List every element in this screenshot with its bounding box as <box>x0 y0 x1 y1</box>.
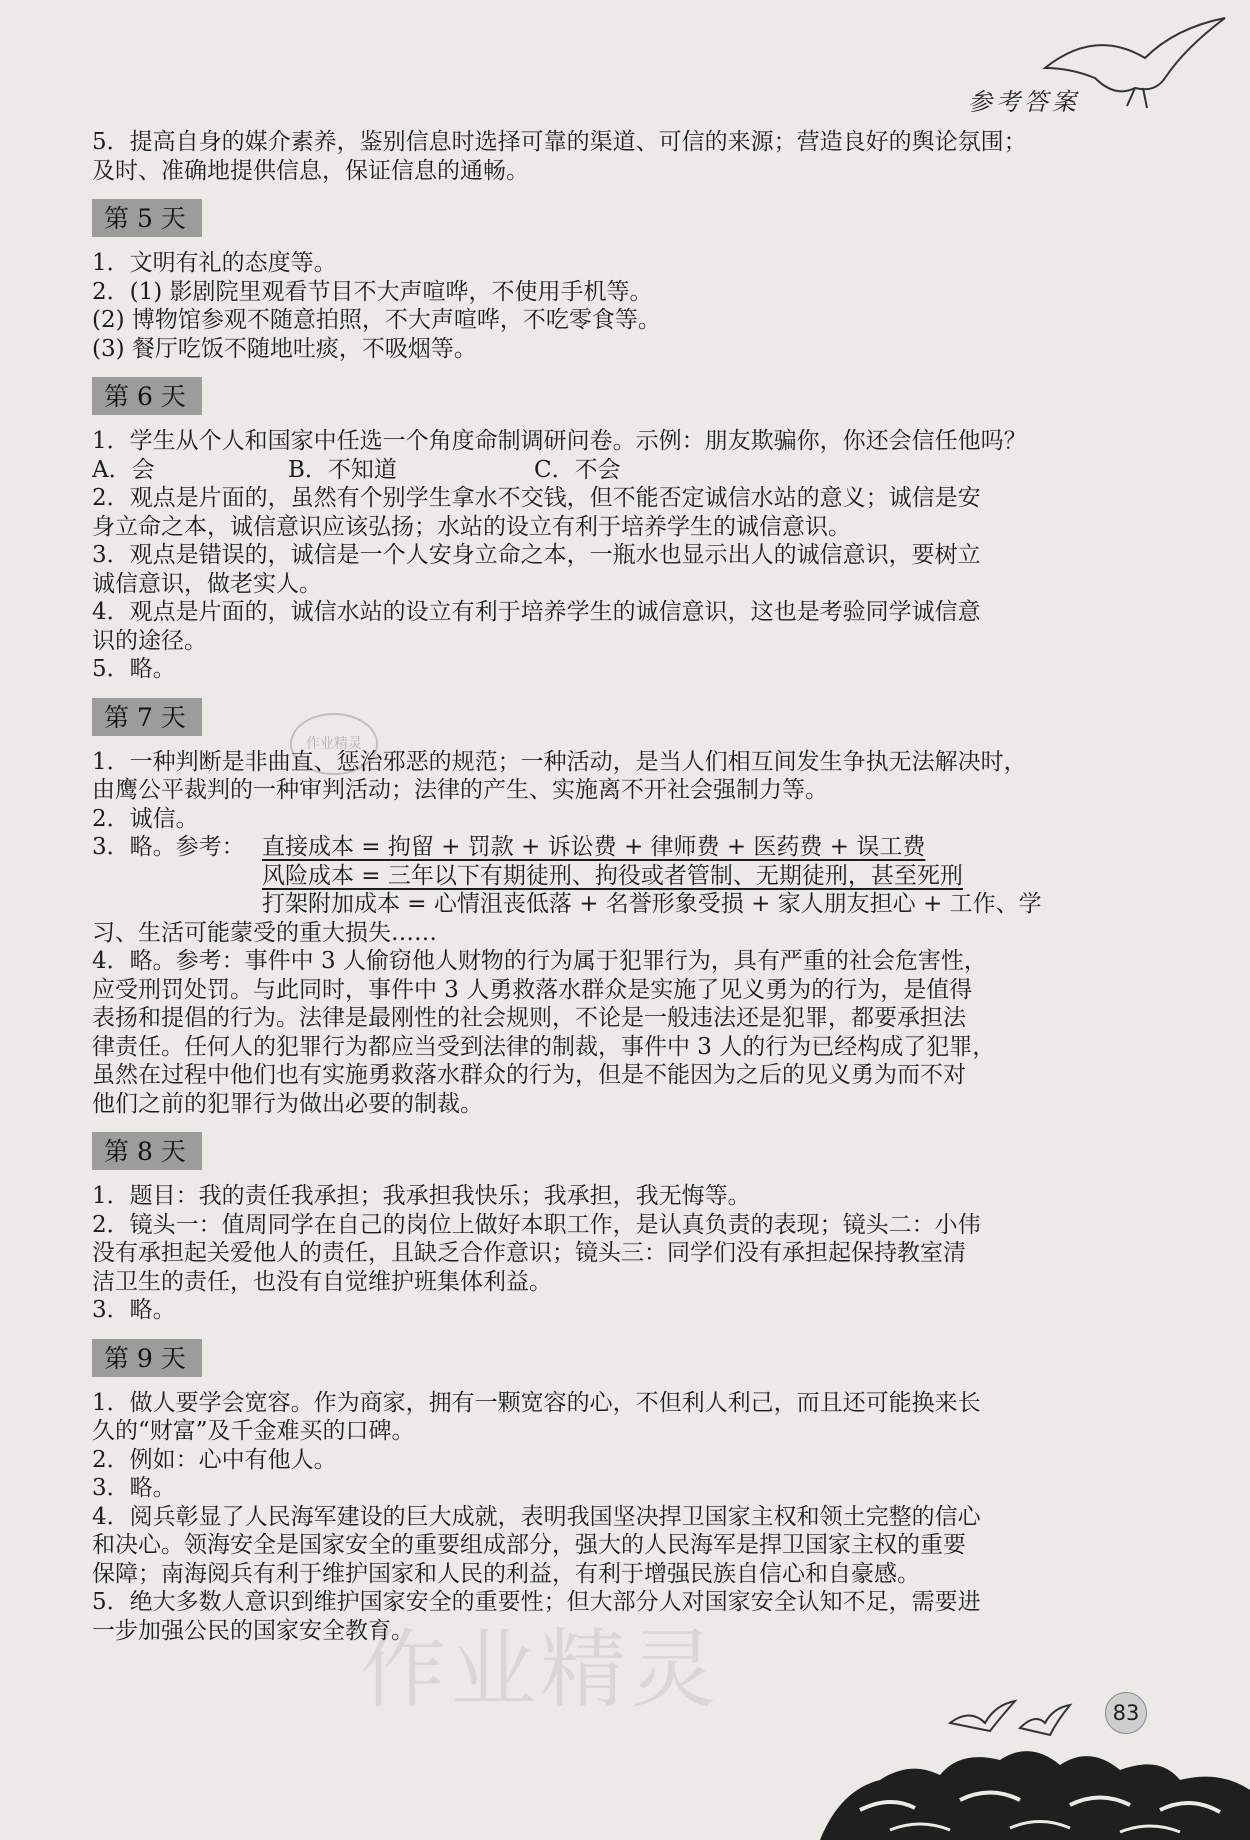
text-line: 2．诚信。 <box>92 805 199 832</box>
text-line: 2．例如：心中有他人。 <box>92 1446 337 1473</box>
text-line: 1．题目：我的责任我承担；我承担我快乐；我承担，我无悔等。 <box>92 1183 751 1209</box>
text-line: 5．提高自身的媒介素养，鉴别信息时选择可靠的渠道、可信的来源；营造良好的舆论氛围； <box>92 129 1027 155</box>
risk-cost: 风险成本 = 三年以下有期徒刑、拘役或者管制、无期徒刑，甚至死刑 <box>262 862 963 889</box>
day7-section <box>92 684 1106 1119</box>
day8-title: 第 8 天 <box>92 1132 202 1170</box>
text-line: 5．绝大多数人意识到维护国家安全的重要性；但大部分人对国家安全认知不足，需要进 <box>92 1589 981 1615</box>
text-line: 应受刑罚处罚。与此同时，事件中 3 人勇救落水群众是实施了见义勇为的行为，是值得 <box>92 976 973 1003</box>
text-line: 久的“财富”及千金难买的口碑。 <box>92 1418 415 1444</box>
text-line: 表扬和提倡的行为。法律是最刚性的社会规则，不论是一般违法还是犯罪，都要承担法 <box>92 1005 966 1031</box>
option-a: A．会 <box>92 456 155 483</box>
day6-section <box>92 363 1106 684</box>
text-line: 诚信意识，做老实人。 <box>92 570 322 597</box>
q3-label: 3．略。参考： <box>92 834 245 860</box>
text-line: 保障；南海阅兵有利于维护国家和人民的利益，有利于增强民族自信心和自豪感。 <box>92 1560 920 1587</box>
watermark-text: 作业精灵 <box>360 1620 720 1720</box>
text-line: 及时、准确地提供信息，保证信息的通畅。 <box>92 157 529 184</box>
text-line: 他们之前的犯罪行为做出必要的制裁。 <box>92 1090 483 1117</box>
day6-title: 第 6 天 <box>92 377 202 415</box>
direct-cost: 直接成本 = 拘留 + 罚款 + 诉讼费 + 律师费 + 医药费 + 误工费 <box>261 834 926 860</box>
text-line: 1．做人要学会宽容。作为商家，拥有一颗宽容的心，不但利人利己，而且还可能换来长 <box>92 1389 981 1416</box>
text-line: 4．阅兵彰显了人民海军建设的巨大成就，表明我国坚决捍卫国家主权和领土完整的信心 <box>92 1503 981 1530</box>
text-line: 4．观点是片面的，诚信水站的设立有利于培养学生的诚信意识，这也是考验同学诚信意 <box>92 599 981 625</box>
text-line: 和决心。领海安全是国家安全的重要组成部分，强大的人民海军是捍卫国家主权的重要 <box>92 1532 966 1558</box>
text-line: 虽然在过程中他们也有实施勇救落水群众的行为，但是不能因为之后的见义勇为而不对 <box>92 1062 966 1088</box>
day5-section <box>92 185 1106 363</box>
fight-cost: 打架附加成本 = 心情沮丧低落 + 名誉形象受损 + 家人朋友担心 + 工作、学 <box>262 891 1042 917</box>
text-line: 5．略。 <box>92 656 176 682</box>
text-line: 洁卫生的责任，也没有自觉维护班集体利益。 <box>92 1268 552 1295</box>
text-line: 3．观点是错误的，诚信是一个人安身立命之本，一瓶水也显示出人的诚信意识，要树立 <box>92 542 981 568</box>
text-line: (2) 博物馆参观不随意拍照，不大声喧哗，不吃零食等。 <box>92 307 661 333</box>
q3-line <box>92 833 1106 862</box>
text-line: 没有承担起关爱他人的责任，且缺乏合作意识；镜头三：同学们没有承担起保持教室清 <box>92 1240 966 1266</box>
text-line: 识的途径。 <box>92 627 207 654</box>
text-line: 4．略。参考：事件中 3 人偷窃他人财物的行为属于犯罪行为，具有严重的社会危害性， <box>92 948 987 974</box>
option-b: B．不知道 <box>288 456 397 483</box>
header-label: 参考答案 <box>968 88 1080 116</box>
page-number: 83 <box>1105 1692 1147 1734</box>
option-c: C．不会 <box>534 456 621 483</box>
text-line: (3) 餐厅吃饭不随地吐痰，不吸烟等。 <box>92 335 477 362</box>
text-line: 3．略。 <box>92 1475 176 1501</box>
wave-icon <box>820 1700 1250 1840</box>
text-line: 2．观点是片面的，虽然有个别学生拿水不交钱，但不能否定诚信水站的意义；诚信是安 <box>92 485 981 511</box>
text-line: 3．略。 <box>92 1297 176 1323</box>
text-line: 一步加强公民的国家安全教育。 <box>92 1617 414 1644</box>
text-line: 身立命之本，诚信意识应该弘扬；水站的设立有利于培养学生的诚信意识。 <box>92 513 851 540</box>
day9-section <box>92 1325 1106 1646</box>
stamp-mark: 作业精灵 <box>290 713 378 775</box>
day7-title: 第 7 天 <box>92 698 202 736</box>
text-line: 2．(1) 影剧院里观看节目不大声喧哗，不使用手机等。 <box>92 278 653 305</box>
answer-content <box>92 128 1106 1645</box>
text-line: 1．学生从个人和国家中任选一个角度命制调研问卷。示例：朋友欺骗你，你还会信任他吗？ <box>92 428 1027 454</box>
text-line: 律责任。任何人的犯罪行为都应当受到法律的制裁，事件中 3 人的行为已经构成了犯罪， <box>92 1033 996 1060</box>
day9-title: 第 9 天 <box>92 1339 202 1377</box>
intro-section <box>92 128 1106 185</box>
text-line: 1．一种判断是非曲直、惩治邪恶的规范；一种活动，是当人们相互间发生争执无法解决时， <box>92 748 1027 775</box>
text-line: 2．镜头一：值周同学在自己的岗位上做好本职工作，是认真负责的表现；镜头二：小伟 <box>92 1211 981 1238</box>
text-line: 由鹰公平裁判的一种审判活动；法律的产生、实施离不开社会强制力等。 <box>92 777 828 803</box>
day5-title: 第 5 天 <box>92 199 202 237</box>
day8-section <box>92 1118 1106 1325</box>
survey-options <box>92 456 1106 485</box>
text-line: 习、生活可能蒙受的重大损失…… <box>92 919 437 946</box>
text-line: 1．文明有礼的态度等。 <box>92 250 337 276</box>
